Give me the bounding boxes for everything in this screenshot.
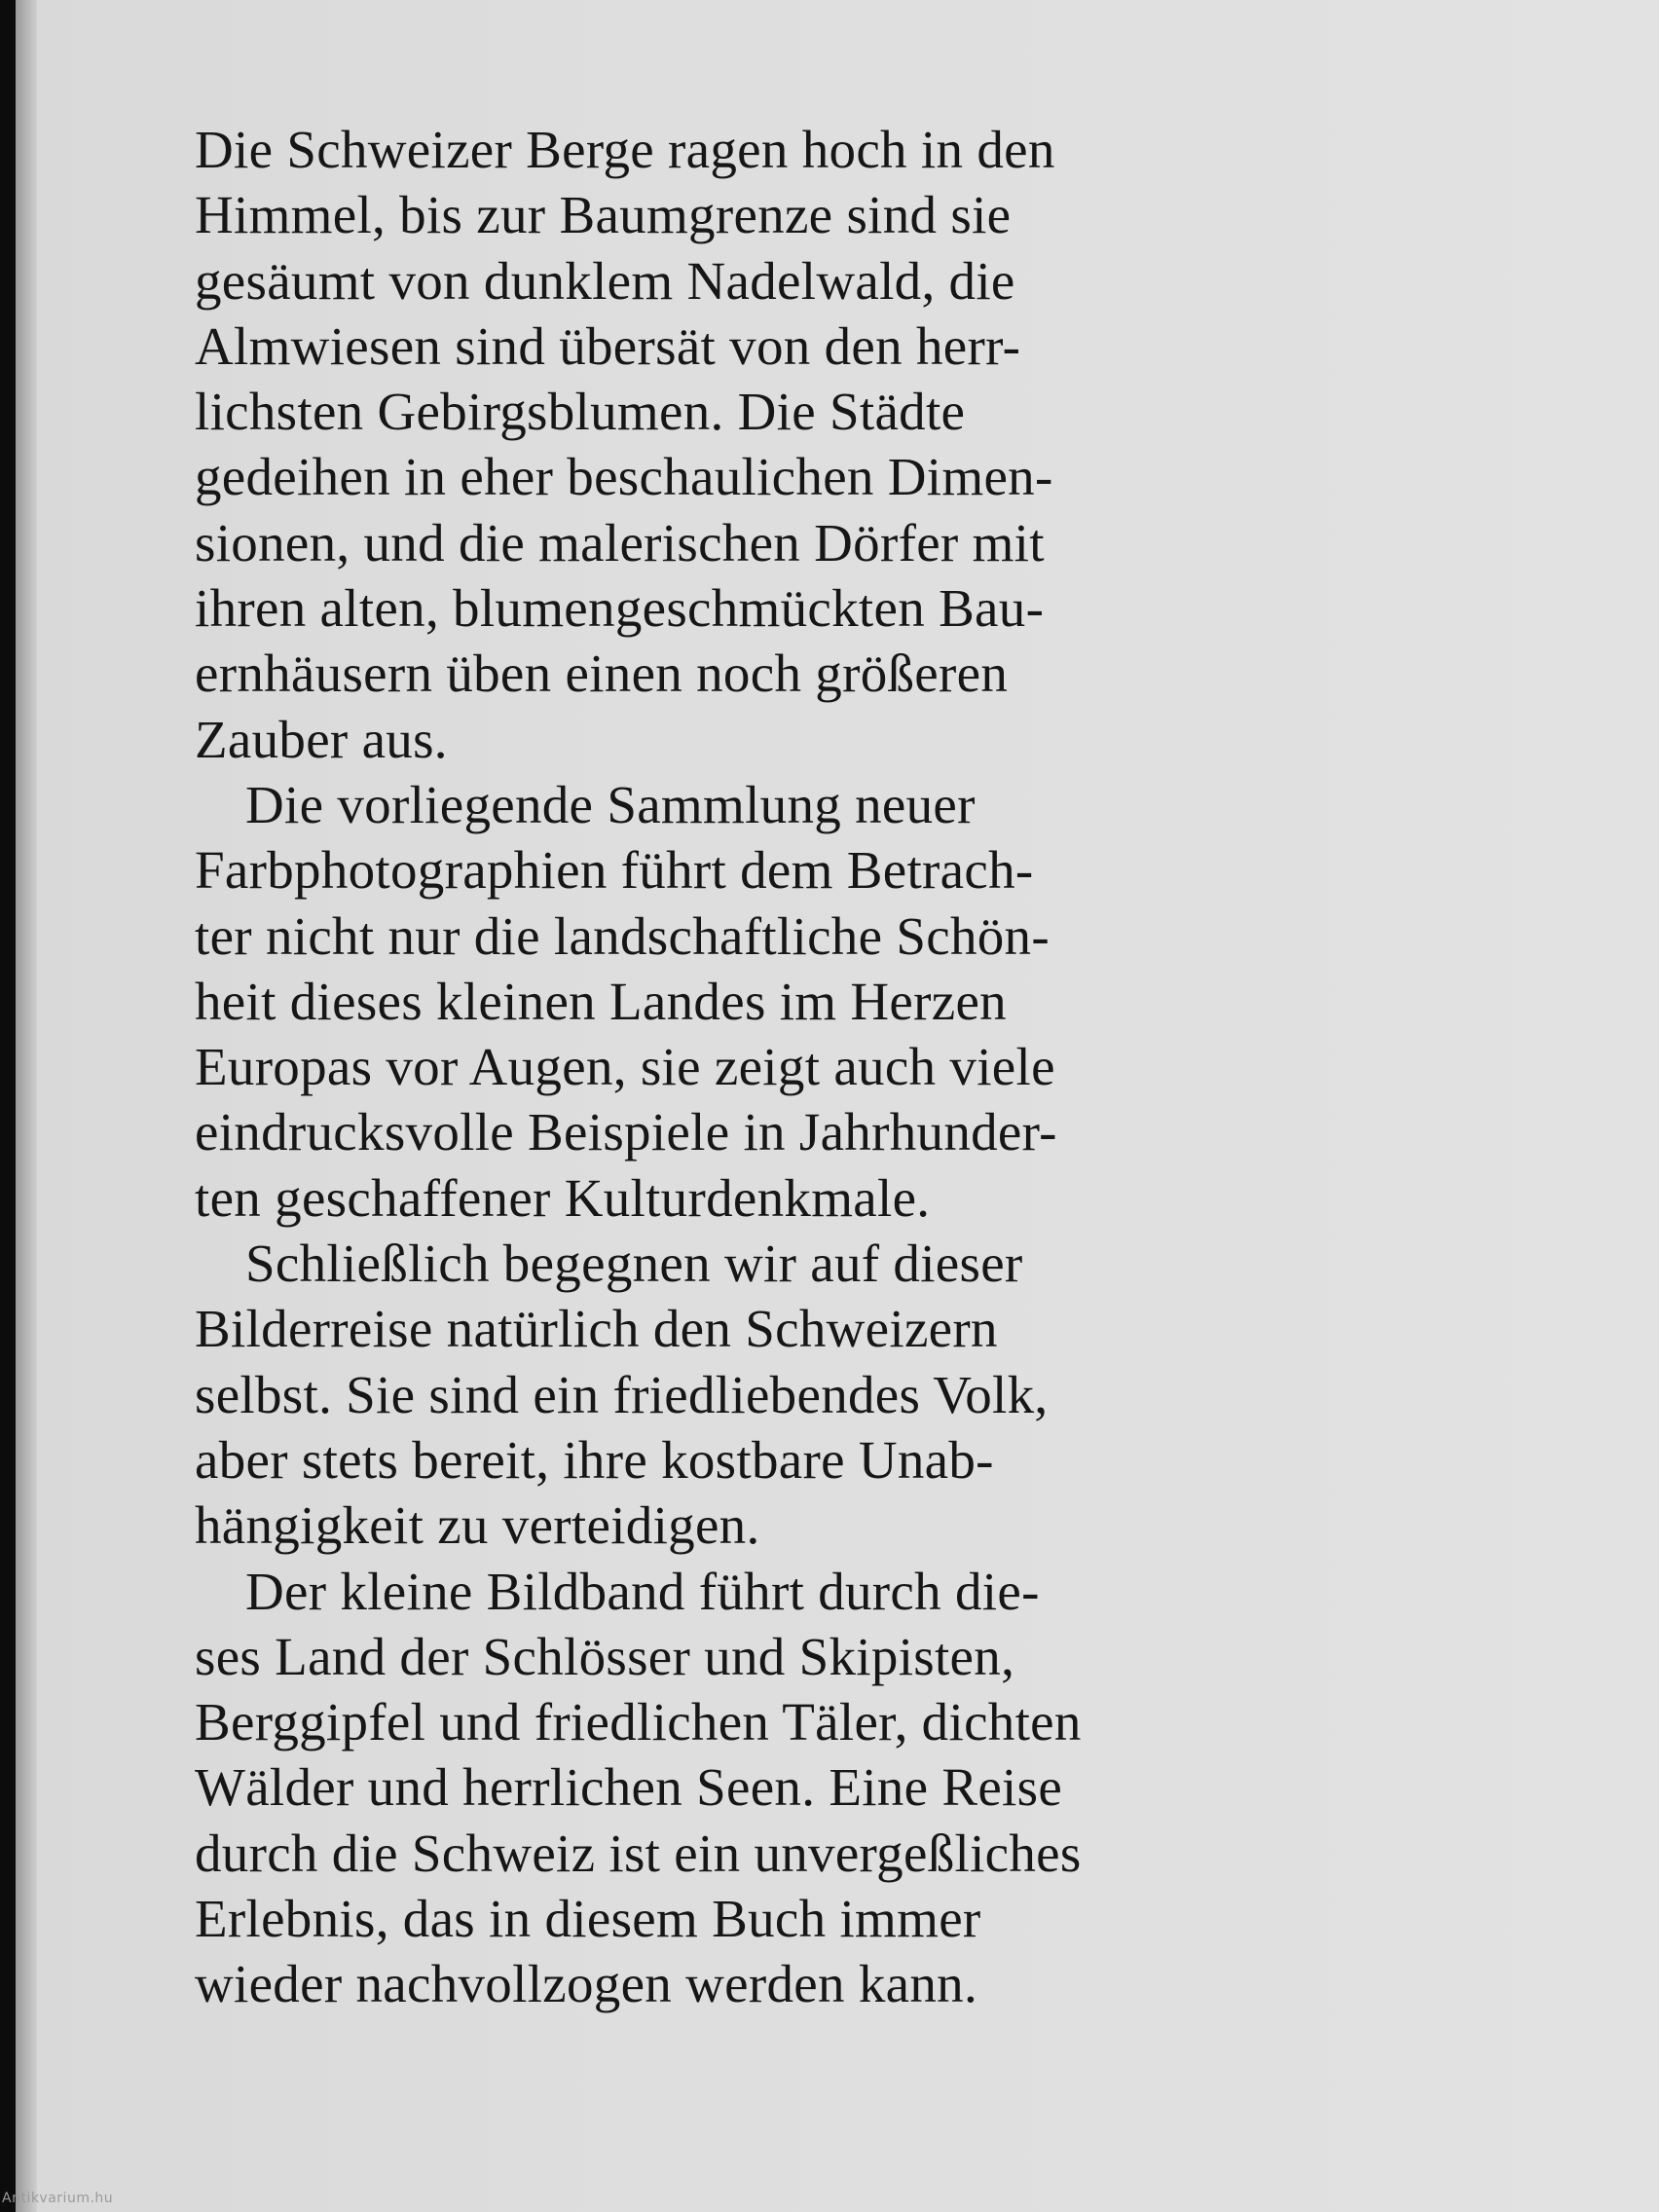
watermark: Antikvarium.hu — [2, 2191, 114, 2206]
text-line: ten geschaffener Kulturdenkmale. — [195, 1167, 931, 1228]
text-line: selbst. Sie sind ein friedliebendes Volk, — [195, 1364, 1049, 1424]
text-line: Zauber aus. — [195, 709, 448, 769]
text-line: ses Land der Schlösser und Skipisten, — [195, 1626, 1015, 1686]
text-line: Wälder und herrlichen Seen. Eine Reise — [195, 1757, 1063, 1818]
paragraph-first-line: Der kleine Bildband führt durch die- — [245, 1561, 1040, 1621]
text-line: aber stets bereit, ihre kostbare Unab- — [195, 1429, 994, 1490]
page-gutter-shadow — [16, 0, 37, 2212]
text-line: Himmel, bis zur Baumgrenze sind sie — [195, 185, 1012, 245]
text-line: wieder nachvollzogen werden kann. — [195, 1954, 978, 2014]
paragraph-first-line: Die vorliegende Sammlung neuer — [245, 774, 976, 834]
text-line: Die Schweizer Berge ragen hoch in den — [195, 120, 1055, 179]
book-page — [16, 0, 1659, 2212]
paragraph-first-line: Schließlich begegnen wir auf dieser — [245, 1234, 1023, 1294]
body-text — [195, 117, 1188, 2017]
text-line: gesäumt von dunklem Nadelwald, die — [195, 250, 1015, 311]
text-line: Almwiesen sind übersät von den herr- — [195, 315, 1021, 376]
text-line: ter nicht nur die landschaftliche Schön- — [195, 905, 1050, 966]
text-line: durch die Schweiz ist ein unvergeßliches — [195, 1823, 1082, 1883]
text-line: sionen, und die malerischen Dörfer mit — [195, 512, 1045, 572]
text-line: Farbphotographien führt dem Betrach- — [195, 840, 1034, 901]
text-line: Berggipfel und friedlichen Täler, dichten — [195, 1692, 1082, 1752]
text-line: ernhäusern üben einen noch größeren — [195, 644, 1009, 704]
text-line: eindrucksvolle Beispiele in Jahrhunder- — [195, 1102, 1057, 1162]
text-line: gedeihen in eher beschaulichen Dimen- — [195, 447, 1053, 507]
text-line: lichsten Gebirgsblumen. Die Städte — [195, 382, 966, 442]
text-line: heit dieses kleinen Landes im Herzen — [195, 971, 1007, 1031]
text-line: hängigkeit zu verteidigen. — [195, 1495, 760, 1556]
text-line: Bilderreise natürlich den Schweizern — [195, 1299, 998, 1359]
text-line: ihren alten, blumengeschmückten Bau- — [195, 578, 1045, 639]
text-line: Erlebnis, das in diesem Buch immer — [195, 1889, 981, 1949]
text-line: Europas vor Augen, sie zeigt auch viele — [195, 1037, 1055, 1097]
